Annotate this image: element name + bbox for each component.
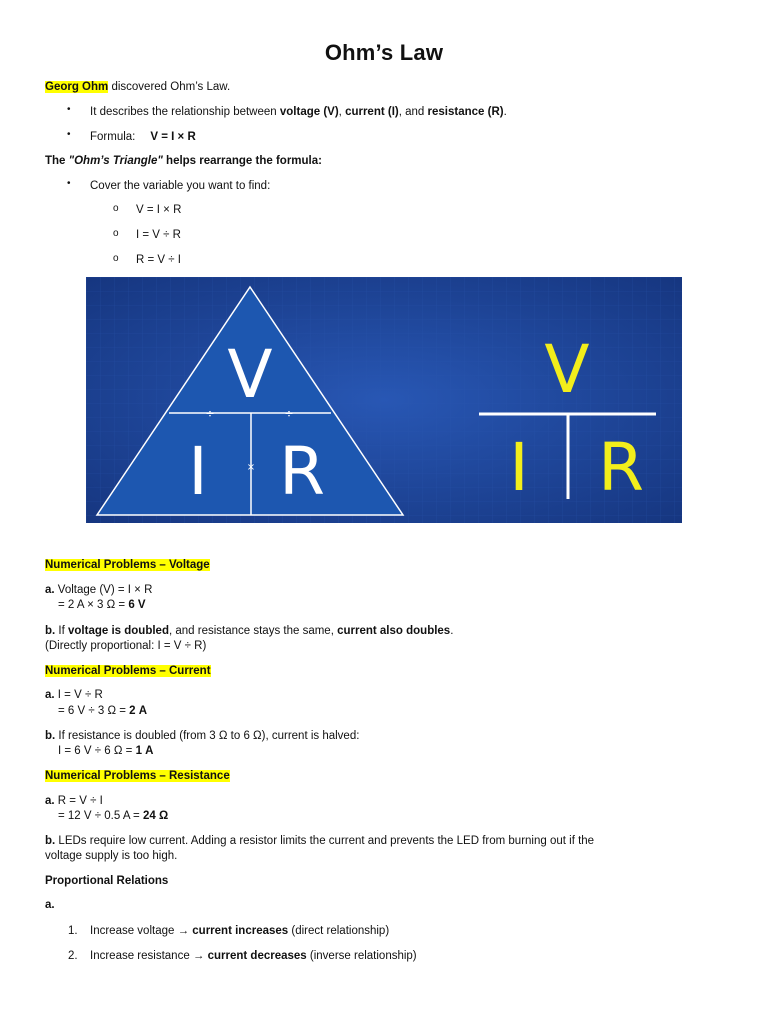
formula-value: V = I × R xyxy=(150,131,196,143)
text: , and resistance stays the same, xyxy=(168,625,338,637)
text: (inverse relationship) xyxy=(306,950,417,962)
text: If resistance is doubled (from 3 Ω to 6 Ω), current is halved: xyxy=(55,730,360,742)
text: Increase voltage → xyxy=(90,925,193,937)
sub-formula-i: I = V ÷ R xyxy=(136,229,181,241)
current-a-line1 xyxy=(45,688,103,702)
sub-formula-v: V = I × R xyxy=(136,204,182,216)
text-italic: "Ohm’s Triangle" xyxy=(68,155,163,167)
bullet-icon: • xyxy=(67,129,71,140)
intro-line xyxy=(45,80,230,94)
current-a-line2 xyxy=(58,704,147,718)
proportional-a-label: a. xyxy=(45,899,55,911)
divide-sign: ÷ xyxy=(205,407,215,420)
text: Increase resistance → xyxy=(90,950,208,962)
triangle-letter-i: I xyxy=(188,433,208,510)
answer: 6 V xyxy=(128,599,146,611)
text: helps rearrange the formula: xyxy=(162,155,322,167)
answer: 24 Ω xyxy=(142,810,169,822)
triangle-letter-v: V xyxy=(227,336,273,413)
text: (direct relationship) xyxy=(288,925,390,937)
text: I = 6 V ÷ 6 Ω = xyxy=(58,745,136,757)
formula-letter-r: R xyxy=(598,429,644,506)
sub-formula-r: R = V ÷ I xyxy=(136,254,181,266)
voltage-a-line1 xyxy=(45,583,152,597)
resistance-b-line2: voltage supply is too high. xyxy=(45,850,178,862)
bullet-icon: • xyxy=(67,178,71,189)
term-resistance: resistance (R) xyxy=(427,106,504,118)
section-resistance-heading xyxy=(45,769,230,783)
section-voltage-heading xyxy=(45,558,210,572)
item-label: a. xyxy=(45,795,55,807)
text-bold: voltage is doubled xyxy=(68,625,169,637)
bullet-cover: Cover the variable you want to find: xyxy=(90,180,271,192)
item-label: a. xyxy=(45,689,55,701)
text: It describes the relationship between xyxy=(90,106,280,118)
item-label: b. xyxy=(45,625,56,637)
text: = 12 V ÷ 0.5 A = xyxy=(58,810,143,822)
section-proportional-heading: Proportional Relations xyxy=(45,875,169,887)
text: . xyxy=(503,106,507,118)
voltage-b-line1 xyxy=(45,624,453,638)
bullet-relationship xyxy=(90,105,507,119)
bullet-icon: • xyxy=(67,104,71,115)
text-bold: current also doubles xyxy=(337,625,451,637)
ohms-triangle-graphic xyxy=(86,277,682,523)
page-title: Ohm’s Law xyxy=(324,40,444,65)
multiply-sign: × xyxy=(246,462,256,473)
term-voltage: voltage (V) xyxy=(279,106,339,118)
text: R = V ÷ I xyxy=(54,795,103,807)
text: I = V ÷ R xyxy=(54,689,103,701)
item-label: b. xyxy=(45,835,56,847)
voltage-a-line2 xyxy=(58,598,146,612)
text: The xyxy=(45,155,69,167)
term-current: current (I) xyxy=(345,106,399,118)
text-bold: current increases xyxy=(192,925,289,937)
formula-letter-i: I xyxy=(509,429,529,506)
text: , xyxy=(338,106,346,118)
text-bold: current decreases xyxy=(207,950,307,962)
answer: 2 A xyxy=(129,705,148,717)
text: LEDs require low current. Adding a resistor limits the current and prevents the LED from burning out if the xyxy=(55,835,595,847)
answer: 1 A xyxy=(135,745,154,757)
triangle-heading xyxy=(45,154,322,168)
list-item xyxy=(90,924,389,938)
resistance-a-line2 xyxy=(58,809,168,823)
item-label: a. xyxy=(45,584,55,596)
highlight-georg-ohm: Georg Ohm xyxy=(45,81,109,93)
resistance-b-line1 xyxy=(45,834,594,848)
sub-bullet-icon: o xyxy=(113,253,119,264)
text: = 2 A × 3 Ω = xyxy=(58,599,129,611)
section-current-heading xyxy=(45,664,211,678)
divide-sign: ÷ xyxy=(284,407,294,420)
heading-text: Numerical Problems – Voltage xyxy=(45,559,210,571)
formula-letter-v: V xyxy=(544,331,590,408)
resistance-a-line1 xyxy=(45,794,103,808)
list-number: 2. xyxy=(68,950,78,962)
heading-text: Numerical Problems – Resistance xyxy=(45,770,230,782)
formula-label: Formula: xyxy=(90,131,136,143)
intro-text: discovered Ohm’s Law. xyxy=(108,81,231,93)
current-b-line1 xyxy=(45,729,359,743)
item-label: b. xyxy=(45,730,56,742)
text: Voltage (V) = I × R xyxy=(54,584,153,596)
text: , and xyxy=(398,106,428,118)
list-number: 1. xyxy=(68,925,78,937)
sub-bullet-icon: o xyxy=(113,228,119,239)
bullet-formula xyxy=(90,130,196,144)
heading-text: Numerical Problems – Current xyxy=(45,665,211,677)
list-item xyxy=(90,949,417,963)
voltage-b-line2: (Directly proportional: I = V ÷ R) xyxy=(45,640,207,652)
text: . xyxy=(450,625,454,637)
text: = 6 V ÷ 3 Ω = xyxy=(58,705,130,717)
sub-bullet-icon: o xyxy=(113,203,119,214)
text: If xyxy=(55,625,69,637)
current-b-line2 xyxy=(58,744,153,758)
triangle-letter-r: R xyxy=(279,433,325,510)
